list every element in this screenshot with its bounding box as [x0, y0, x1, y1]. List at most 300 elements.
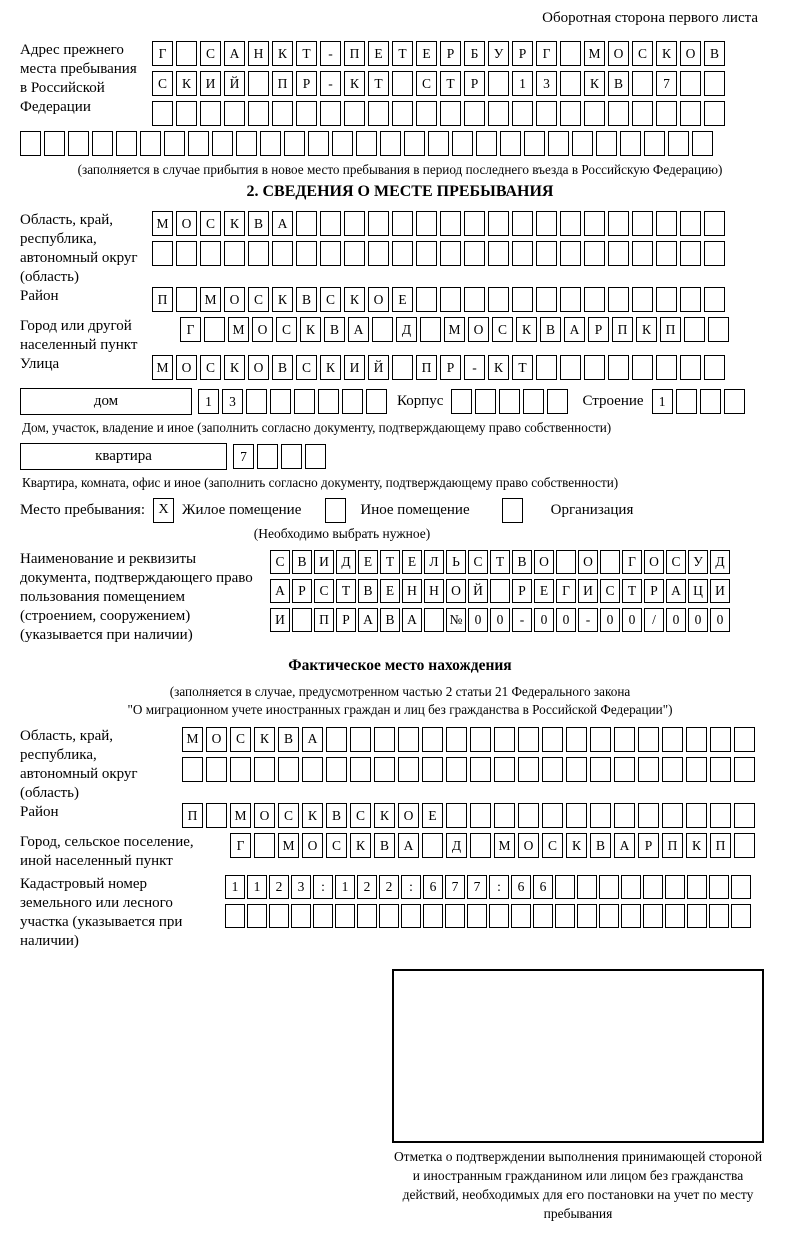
- char-cell[interactable]: 0: [490, 608, 510, 632]
- char-cell[interactable]: [200, 101, 221, 126]
- char-cell[interactable]: [200, 241, 221, 266]
- char-cell[interactable]: Р: [440, 355, 461, 380]
- char-cell[interactable]: К: [320, 355, 341, 380]
- char-cell[interactable]: К: [300, 317, 321, 342]
- char-cell[interactable]: Т: [392, 41, 413, 66]
- char-cell[interactable]: [467, 904, 487, 928]
- char-cell[interactable]: С: [296, 355, 317, 380]
- char-cell[interactable]: 3: [222, 389, 243, 414]
- char-cell[interactable]: [542, 803, 563, 828]
- char-cell[interactable]: [524, 131, 545, 156]
- char-cell[interactable]: [204, 317, 225, 342]
- char-cell[interactable]: [536, 211, 557, 236]
- char-cell[interactable]: [536, 241, 557, 266]
- char-cell[interactable]: [206, 757, 227, 782]
- char-cell[interactable]: М: [152, 211, 173, 236]
- char-cell[interactable]: Т: [296, 41, 317, 66]
- char-cell[interactable]: [734, 757, 755, 782]
- char-cell[interactable]: [590, 727, 611, 752]
- char-cell[interactable]: С: [492, 317, 513, 342]
- char-cell[interactable]: [292, 608, 312, 632]
- char-cell[interactable]: [499, 389, 520, 414]
- char-cell[interactable]: С: [320, 287, 341, 312]
- char-cell[interactable]: М: [584, 41, 605, 66]
- char-cell[interactable]: Р: [638, 833, 659, 858]
- char-cell[interactable]: [665, 875, 685, 899]
- char-cell[interactable]: [662, 727, 683, 752]
- char-cell[interactable]: Р: [296, 71, 317, 96]
- char-cell[interactable]: В: [380, 608, 400, 632]
- char-cell[interactable]: [665, 904, 685, 928]
- char-cell[interactable]: [446, 803, 467, 828]
- char-cell[interactable]: Т: [490, 550, 510, 574]
- char-cell[interactable]: [416, 101, 437, 126]
- char-cell[interactable]: [440, 101, 461, 126]
- char-cell[interactable]: К: [488, 355, 509, 380]
- char-cell[interactable]: [392, 241, 413, 266]
- char-cell[interactable]: [590, 757, 611, 782]
- char-cell[interactable]: [296, 241, 317, 266]
- char-cell[interactable]: Т: [622, 579, 642, 603]
- char-cell[interactable]: [584, 287, 605, 312]
- char-cell[interactable]: М: [228, 317, 249, 342]
- char-cell[interactable]: [632, 101, 653, 126]
- char-cell[interactable]: [518, 757, 539, 782]
- char-cell[interactable]: [724, 389, 745, 414]
- char-cell[interactable]: [680, 241, 701, 266]
- char-cell[interactable]: О: [398, 803, 419, 828]
- char-cell[interactable]: [608, 101, 629, 126]
- char-cell[interactable]: [686, 803, 707, 828]
- char-cell[interactable]: [379, 904, 399, 928]
- char-cell[interactable]: [254, 757, 275, 782]
- char-cell[interactable]: П: [272, 71, 293, 96]
- char-cell[interactable]: А: [666, 579, 686, 603]
- char-cell[interactable]: О: [468, 317, 489, 342]
- char-cell[interactable]: О: [302, 833, 323, 858]
- char-cell[interactable]: 2: [379, 875, 399, 899]
- char-cell[interactable]: К: [272, 41, 293, 66]
- char-cell[interactable]: [542, 727, 563, 752]
- char-cell[interactable]: С: [200, 41, 221, 66]
- char-cell[interactable]: П: [660, 317, 681, 342]
- char-cell[interactable]: В: [590, 833, 611, 858]
- char-cell[interactable]: [20, 131, 41, 156]
- char-cell[interactable]: -: [320, 71, 341, 96]
- char-cell[interactable]: [680, 71, 701, 96]
- char-cell[interactable]: [494, 803, 515, 828]
- char-cell[interactable]: С: [666, 550, 686, 574]
- char-cell[interactable]: М: [494, 833, 515, 858]
- char-cell[interactable]: [326, 727, 347, 752]
- char-cell[interactable]: О: [644, 550, 664, 574]
- char-cell[interactable]: С: [248, 287, 269, 312]
- char-cell[interactable]: Е: [416, 41, 437, 66]
- char-cell[interactable]: С: [230, 727, 251, 752]
- char-cell[interactable]: [560, 211, 581, 236]
- char-cell[interactable]: И: [344, 355, 365, 380]
- char-cell[interactable]: [344, 241, 365, 266]
- char-cell[interactable]: [512, 211, 533, 236]
- char-cell[interactable]: /: [644, 608, 664, 632]
- char-cell[interactable]: С: [314, 579, 334, 603]
- char-cell[interactable]: [344, 211, 365, 236]
- char-cell[interactable]: Н: [424, 579, 444, 603]
- char-cell[interactable]: [692, 131, 713, 156]
- char-cell[interactable]: П: [182, 803, 203, 828]
- char-cell[interactable]: [392, 211, 413, 236]
- char-cell[interactable]: [577, 875, 597, 899]
- char-cell[interactable]: [404, 131, 425, 156]
- char-cell[interactable]: [272, 101, 293, 126]
- char-cell[interactable]: В: [540, 317, 561, 342]
- char-cell[interactable]: Д: [336, 550, 356, 574]
- char-cell[interactable]: [489, 904, 509, 928]
- char-cell[interactable]: [686, 727, 707, 752]
- char-cell[interactable]: [584, 211, 605, 236]
- char-cell[interactable]: 0: [688, 608, 708, 632]
- char-cell[interactable]: А: [564, 317, 585, 342]
- char-cell[interactable]: [566, 803, 587, 828]
- char-cell[interactable]: [632, 71, 653, 96]
- char-cell[interactable]: Р: [512, 579, 532, 603]
- char-cell[interactable]: [680, 287, 701, 312]
- char-cell[interactable]: [709, 875, 729, 899]
- char-cell[interactable]: [731, 875, 751, 899]
- char-cell[interactable]: Д: [710, 550, 730, 574]
- char-cell[interactable]: [452, 131, 473, 156]
- char-cell[interactable]: И: [314, 550, 334, 574]
- char-cell[interactable]: У: [488, 41, 509, 66]
- char-cell[interactable]: Е: [392, 287, 413, 312]
- char-cell[interactable]: [152, 101, 173, 126]
- char-cell[interactable]: О: [254, 803, 275, 828]
- char-cell[interactable]: К: [566, 833, 587, 858]
- char-cell[interactable]: [272, 241, 293, 266]
- char-cell[interactable]: В: [374, 833, 395, 858]
- char-cell[interactable]: [446, 727, 467, 752]
- char-cell[interactable]: [488, 71, 509, 96]
- char-cell[interactable]: [392, 101, 413, 126]
- char-cell[interactable]: [656, 211, 677, 236]
- char-cell[interactable]: :: [401, 875, 421, 899]
- char-cell[interactable]: [590, 803, 611, 828]
- char-cell[interactable]: [278, 757, 299, 782]
- char-cell[interactable]: [608, 211, 629, 236]
- char-cell[interactable]: [686, 757, 707, 782]
- char-cell[interactable]: [584, 355, 605, 380]
- char-cell[interactable]: [350, 727, 371, 752]
- char-cell[interactable]: [560, 287, 581, 312]
- char-cell[interactable]: [344, 101, 365, 126]
- char-cell[interactable]: [704, 211, 725, 236]
- char-cell[interactable]: [248, 241, 269, 266]
- char-cell[interactable]: [621, 904, 641, 928]
- char-cell[interactable]: 1: [225, 875, 245, 899]
- char-cell[interactable]: 7: [233, 444, 254, 469]
- char-cell[interactable]: К: [344, 287, 365, 312]
- char-cell[interactable]: [422, 757, 443, 782]
- char-cell[interactable]: [656, 241, 677, 266]
- char-cell[interactable]: Т: [380, 550, 400, 574]
- char-cell[interactable]: [536, 355, 557, 380]
- char-cell[interactable]: [313, 904, 333, 928]
- char-cell[interactable]: [704, 355, 725, 380]
- char-cell[interactable]: С: [152, 71, 173, 96]
- char-cell[interactable]: Р: [644, 579, 664, 603]
- char-cell[interactable]: К: [302, 803, 323, 828]
- char-cell[interactable]: Ц: [688, 579, 708, 603]
- char-cell[interactable]: [230, 757, 251, 782]
- char-cell[interactable]: [548, 131, 569, 156]
- char-cell[interactable]: 0: [666, 608, 686, 632]
- char-cell[interactable]: К: [584, 71, 605, 96]
- char-cell[interactable]: [708, 317, 729, 342]
- char-cell[interactable]: О: [224, 287, 245, 312]
- char-cell[interactable]: О: [176, 211, 197, 236]
- char-cell[interactable]: К: [350, 833, 371, 858]
- char-cell[interactable]: А: [270, 579, 290, 603]
- char-cell[interactable]: 7: [656, 71, 677, 96]
- char-cell[interactable]: Д: [446, 833, 467, 858]
- char-cell[interactable]: [621, 875, 641, 899]
- char-cell[interactable]: [332, 131, 353, 156]
- char-cell[interactable]: [490, 579, 510, 603]
- char-cell[interactable]: [704, 71, 725, 96]
- char-cell[interactable]: В: [358, 579, 378, 603]
- char-cell[interactable]: К: [176, 71, 197, 96]
- char-cell[interactable]: Т: [512, 355, 533, 380]
- char-cell[interactable]: М: [444, 317, 465, 342]
- char-cell[interactable]: 0: [468, 608, 488, 632]
- char-cell[interactable]: Т: [440, 71, 461, 96]
- char-cell[interactable]: [206, 803, 227, 828]
- char-cell[interactable]: П: [416, 355, 437, 380]
- char-cell[interactable]: [632, 241, 653, 266]
- char-cell[interactable]: [451, 389, 472, 414]
- char-cell[interactable]: Е: [380, 579, 400, 603]
- char-cell[interactable]: Б: [464, 41, 485, 66]
- char-cell[interactable]: [248, 101, 269, 126]
- char-cell[interactable]: [662, 757, 683, 782]
- char-cell[interactable]: [476, 131, 497, 156]
- char-cell[interactable]: [176, 241, 197, 266]
- char-cell[interactable]: [710, 803, 731, 828]
- char-cell[interactable]: [638, 803, 659, 828]
- char-cell[interactable]: [140, 131, 161, 156]
- char-cell[interactable]: [560, 355, 581, 380]
- char-cell[interactable]: А: [302, 727, 323, 752]
- char-cell[interactable]: В: [608, 71, 629, 96]
- char-cell[interactable]: [512, 101, 533, 126]
- char-cell[interactable]: О: [252, 317, 273, 342]
- char-cell[interactable]: [464, 101, 485, 126]
- char-cell[interactable]: [254, 833, 275, 858]
- char-cell[interactable]: [584, 241, 605, 266]
- char-cell[interactable]: -: [320, 41, 341, 66]
- char-cell[interactable]: Г: [536, 41, 557, 66]
- char-cell[interactable]: [494, 727, 515, 752]
- char-cell[interactable]: [260, 131, 281, 156]
- char-cell[interactable]: Е: [368, 41, 389, 66]
- char-cell[interactable]: [464, 241, 485, 266]
- char-cell[interactable]: [464, 287, 485, 312]
- char-cell[interactable]: Г: [152, 41, 173, 66]
- char-cell[interactable]: М: [152, 355, 173, 380]
- char-cell[interactable]: -: [512, 608, 532, 632]
- char-cell[interactable]: В: [248, 211, 269, 236]
- char-cell[interactable]: [270, 389, 291, 414]
- char-cell[interactable]: [116, 131, 137, 156]
- char-cell[interactable]: :: [489, 875, 509, 899]
- char-cell[interactable]: [518, 727, 539, 752]
- char-cell[interactable]: 0: [710, 608, 730, 632]
- char-cell[interactable]: -: [464, 355, 485, 380]
- char-cell[interactable]: 0: [556, 608, 576, 632]
- char-cell[interactable]: [608, 241, 629, 266]
- char-cell[interactable]: И: [710, 579, 730, 603]
- char-cell[interactable]: [176, 287, 197, 312]
- char-cell[interactable]: В: [272, 355, 293, 380]
- char-cell[interactable]: [643, 904, 663, 928]
- char-cell[interactable]: [638, 727, 659, 752]
- char-cell[interactable]: [291, 904, 311, 928]
- char-cell[interactable]: [445, 904, 465, 928]
- char-cell[interactable]: [488, 287, 509, 312]
- char-cell[interactable]: [632, 287, 653, 312]
- char-cell[interactable]: Р: [292, 579, 312, 603]
- char-cell[interactable]: [599, 904, 619, 928]
- char-cell[interactable]: [577, 904, 597, 928]
- char-cell[interactable]: Ь: [446, 550, 466, 574]
- char-cell[interactable]: [632, 355, 653, 380]
- char-cell[interactable]: [92, 131, 113, 156]
- char-cell[interactable]: 6: [511, 875, 531, 899]
- char-cell[interactable]: [182, 757, 203, 782]
- char-cell[interactable]: [188, 131, 209, 156]
- char-cell[interactable]: [700, 389, 721, 414]
- char-cell[interactable]: [470, 727, 491, 752]
- char-cell[interactable]: М: [182, 727, 203, 752]
- char-cell[interactable]: Т: [336, 579, 356, 603]
- char-cell[interactable]: Г: [180, 317, 201, 342]
- char-cell[interactable]: 2: [269, 875, 289, 899]
- char-cell[interactable]: С: [278, 803, 299, 828]
- char-cell[interactable]: 6: [533, 875, 553, 899]
- char-cell[interactable]: А: [614, 833, 635, 858]
- char-cell[interactable]: [560, 101, 581, 126]
- char-cell[interactable]: [416, 241, 437, 266]
- char-cell[interactable]: [380, 131, 401, 156]
- char-cell[interactable]: 6: [423, 875, 443, 899]
- char-cell[interactable]: 0: [600, 608, 620, 632]
- char-cell[interactable]: [440, 287, 461, 312]
- char-cell[interactable]: [212, 131, 233, 156]
- char-cell[interactable]: [656, 101, 677, 126]
- char-cell[interactable]: [152, 241, 173, 266]
- char-cell[interactable]: [318, 389, 339, 414]
- char-cell[interactable]: [446, 757, 467, 782]
- char-cell[interactable]: [734, 803, 755, 828]
- char-cell[interactable]: К: [224, 355, 245, 380]
- char-cell[interactable]: И: [270, 608, 290, 632]
- char-cell[interactable]: Н: [402, 579, 422, 603]
- char-cell[interactable]: [523, 389, 544, 414]
- char-cell[interactable]: А: [402, 608, 422, 632]
- char-cell[interactable]: [368, 241, 389, 266]
- char-cell[interactable]: [536, 101, 557, 126]
- char-cell[interactable]: [296, 211, 317, 236]
- char-cell[interactable]: [247, 904, 267, 928]
- char-cell[interactable]: [320, 101, 341, 126]
- char-cell[interactable]: [614, 803, 635, 828]
- char-cell[interactable]: [608, 355, 629, 380]
- char-cell[interactable]: [302, 757, 323, 782]
- char-cell[interactable]: К: [686, 833, 707, 858]
- char-cell[interactable]: [566, 727, 587, 752]
- char-cell[interactable]: Р: [588, 317, 609, 342]
- char-cell[interactable]: В: [326, 803, 347, 828]
- char-cell[interactable]: М: [200, 287, 221, 312]
- char-cell[interactable]: М: [278, 833, 299, 858]
- char-cell[interactable]: Г: [230, 833, 251, 858]
- char-cell[interactable]: [368, 101, 389, 126]
- char-cell[interactable]: С: [326, 833, 347, 858]
- char-cell[interactable]: [656, 287, 677, 312]
- checkbox-zhiloe[interactable]: X: [153, 498, 174, 523]
- char-cell[interactable]: О: [534, 550, 554, 574]
- char-cell[interactable]: В: [296, 287, 317, 312]
- char-cell[interactable]: [555, 875, 575, 899]
- char-cell[interactable]: [542, 757, 563, 782]
- char-cell[interactable]: [422, 833, 443, 858]
- char-cell[interactable]: [420, 317, 441, 342]
- char-cell[interactable]: [257, 444, 278, 469]
- char-cell[interactable]: [284, 131, 305, 156]
- char-cell[interactable]: [680, 211, 701, 236]
- char-cell[interactable]: О: [368, 287, 389, 312]
- char-cell[interactable]: [555, 904, 575, 928]
- char-cell[interactable]: К: [516, 317, 537, 342]
- char-cell[interactable]: В: [704, 41, 725, 66]
- char-cell[interactable]: [176, 101, 197, 126]
- char-cell[interactable]: [680, 355, 701, 380]
- char-cell[interactable]: [599, 875, 619, 899]
- char-cell[interactable]: [335, 904, 355, 928]
- char-cell[interactable]: [164, 131, 185, 156]
- char-cell[interactable]: Р: [512, 41, 533, 66]
- checkbox-organizaciya[interactable]: [502, 498, 523, 523]
- char-cell[interactable]: Е: [422, 803, 443, 828]
- char-cell[interactable]: [536, 287, 557, 312]
- char-cell[interactable]: К: [224, 211, 245, 236]
- char-cell[interactable]: И: [578, 579, 598, 603]
- char-cell[interactable]: [488, 241, 509, 266]
- char-cell[interactable]: [68, 131, 89, 156]
- char-cell[interactable]: [320, 241, 341, 266]
- char-cell[interactable]: [488, 211, 509, 236]
- char-cell[interactable]: [401, 904, 421, 928]
- char-cell[interactable]: [560, 241, 581, 266]
- char-cell[interactable]: [294, 389, 315, 414]
- char-cell[interactable]: №: [446, 608, 466, 632]
- char-cell[interactable]: [560, 41, 581, 66]
- char-cell[interactable]: [704, 287, 725, 312]
- char-cell[interactable]: [500, 131, 521, 156]
- char-cell[interactable]: [676, 389, 697, 414]
- char-cell[interactable]: Л: [424, 550, 444, 574]
- char-cell[interactable]: А: [272, 211, 293, 236]
